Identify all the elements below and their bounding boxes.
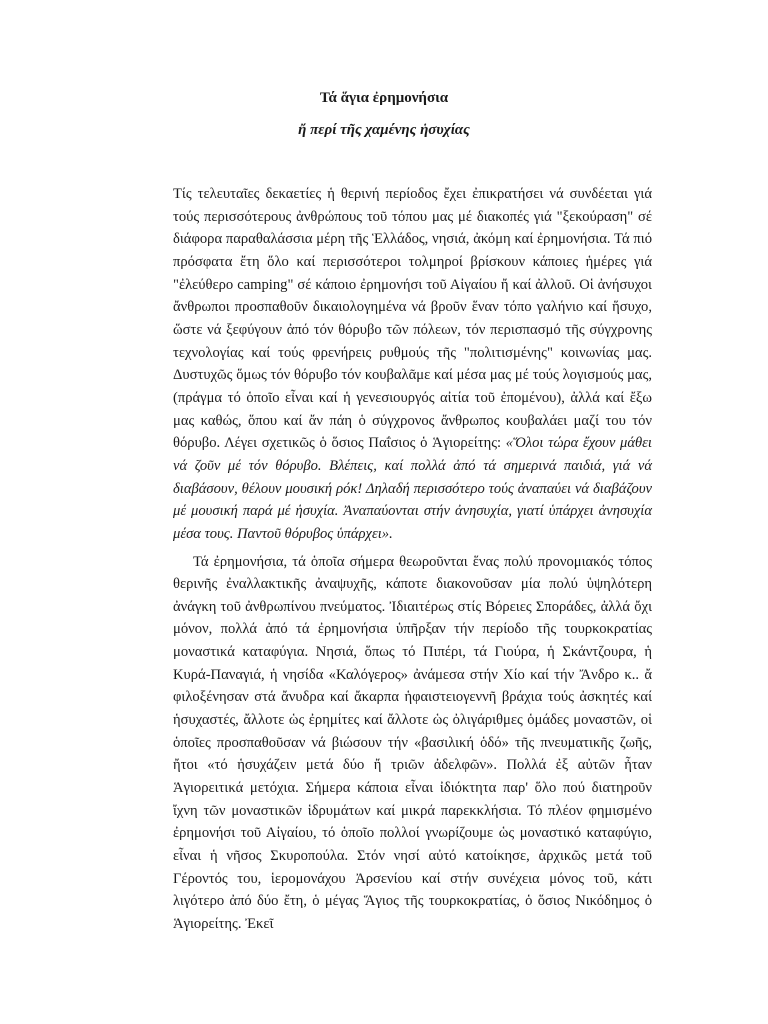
paragraph-intro: [173, 183, 652, 546]
paisios-quote: «Ὅλοι τώρα ἔχουν μάθει νά ζοῦν μέ τόν θόρυβο. Βλέπεις, καί πολλά ἀπό τά σημερινά παιδιά, γιά νά διαβάσουν, θέλουν μουσική ρόκ! Δηλαδή περισσότερο τούς ἀναπαύει νά διαβάζουν μέ μουσική παρά μέ ἡσυχία. Ἀναπαύονται στήν ἀνησυχία, γιατί ὑπάρχει ἀνησυχία μέσα τους. Παντοῦ θόρυβος ὑπάρχει».: [173, 435, 652, 542]
document-subtitle: ἤ περί τῆς χαμένης ἡσυχίας: [298, 122, 470, 138]
paragraph-islands: Τά ἐρημονήσια, τά ὁποῖα σήμερα θεωροῦνται ἕνας πολύ προνομιακός τόπος θερινῆς ἐναλλακτικῆς ἀναψυχῆς, κάποτε διακονοῦσαν μία πολύ ὑψηλότερη ἀνάγκη τοῦ ἀνθρωπίνου πνεύματος. Ἰδιαιτέρως στίς Βόρειες Σποράδες, ἀλλά ὄχι μόνον, πολλά ἀπό τά ἐρημονήσια ὑπῆρξαν τήν περίοδο τῆς τουρκοκρατίας μοναστικά καταφύγια. Νησιά, ὅπως τό Πιπέρι, τά Γιούρα, ἡ Σκάντζουρα, ἡ Κυρά-Παναγιά, ἡ νησίδα «Καλόγερος» ἀνάμεσα στήν Χίο καί τήν Ἄνδρο κ.. ἄ φιλοξένησαν στά ἄνυδρα καί ἄκαρπα ἡφαιστειογεννῆ βράχια τούς ἀσκητές καί ἡσυχαστές, ἄλλοτε ὡς ἐρημίτες καί ἄλλοτε ὡς ὀλιγάριθμες ὁμάδες μοναστῶν, οἱ ὁποῖες προσπαθοῦσαν νά βιώσουν τήν «βασιλική ὁδό» τῆς πνευματικῆς ζωῆς, ἤτοι «τό ἡσυχάζειν μετά δύο ἤ τριῶν ἀδελφῶν». Πολλά ἐξ αὐτῶν ἦταν Ἁγιορειτικά μετόχια. Σήμερα κάποια εἶναι ἰδιόκτητα παρ' ὅλο πού διατηροῦν ἴχνη τῶν μοναστικῶν ἱδρυμάτων καί μικρά παρεκκλήσια. Τό πλέον φημισμένο ἐρημονήσι τοῦ Αἰγαίου, τό ὁποῖο πολλοί γνωρίζουμε ὡς μοναστικό καταφύγιο, εἶναι ἡ νῆσος Σκυροπούλα. Στόν νησί αὐτό κατοίκησε, ἀρχικῶς μετά τοῦ Γέροντός του, ἱερομονάχου Ἀρσενίου καί στήν συνέχεια μόνος τοῦ, κάτι λιγότερο ἀπό δύο ἔτη, ὁ μέγας Ἅγιος τῆς τουρκοκρατίας, ὁ ὅσιος Νικόδημος ὁ Ἁγιορείτης. Ἐκεῖ: [173, 553, 652, 932]
document-title: Τά ἅγια ἐρημονήσια: [319, 90, 449, 106]
document-body: [173, 183, 652, 936]
paragraph-intro-text: Τίς τελευταῖες δεκαετίες ἡ θερινή περίοδος ἔχει ἐπικρατήσει νά συνδέεται γιά τούς περισσότερους ἀνθρώπους τοῦ τόπου μας μέ διακοπές γιά "ξεκούραση" σέ διάφορα παραθαλάσσια μέρη τῆς Ἑλλάδος, νησιά, ἀκόμη καί ἐρημονήσια. Τά πιό πρόσφατα ἔτη ὅλο καί περισσότεροι τολμηροί βρίσκουν κάποιες ἡμέρες γιά "ἐλεύθερο camping" σέ κάποιο ἐρημονήσι τοῦ Αἰγαίου ἤ καί ἀλλοῦ. Οἱ ἀνήσυχοι ἄνθρωποι προσπαθοῦν δικαιολογημένα νά βροῦν ἕναν τόπο γαλήνιο καί ἥσυχο, ὥστε νά ξεφύγουν ἀπό τόν θόρυβο τῶν πόλεων, τόν περισπασμό τῆς σύγχρονης τεχνολογίας καί τούς φρενήρεις ρυθμούς τῆς "πολιτισμένης" κοινωνίας μας. Δυστυχῶς ὅμως τόν θόρυβο τόν κουβαλᾶμε καί μέσα μας μέ τούς λογισμούς μας, (πράγμα τό ὁποῖο εἶναι καί ἡ γενεσιουργός αἰτία τοῦ ἐπομένου), ἀλλά καί ἔξω μας καθώς, ὅπου καί ἄν πάη ὁ σύγχρονος ἄνθρωπος κουβαλάει μαζί του τόν θόρυβο. Λέγει σχετικῶς ὁ ὅσιος Παΐσιος ὁ Ἁγιορείτης:: [173, 186, 652, 452]
